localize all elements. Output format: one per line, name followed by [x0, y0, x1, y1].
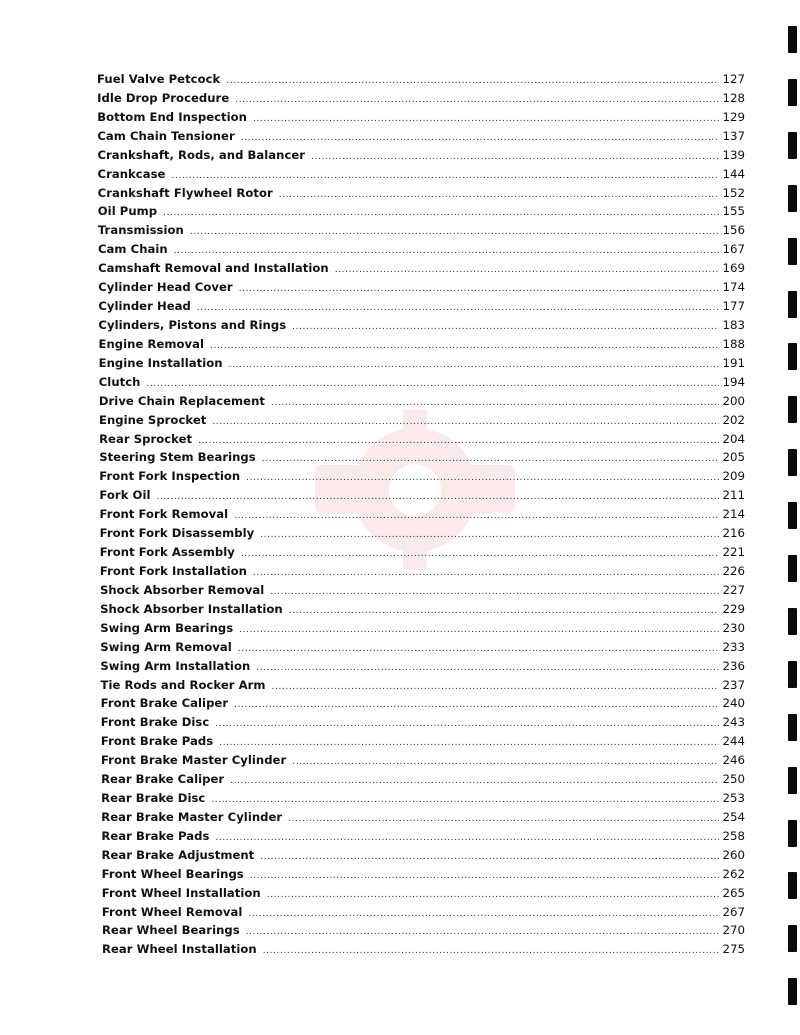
toc-entry-page-number: 167	[722, 242, 745, 257]
dot-leader	[234, 700, 719, 710]
toc-entry[interactable]	[97, 413, 745, 432]
toc-entry-page-number: 237	[722, 677, 745, 692]
toc-entry[interactable]	[97, 204, 745, 223]
toc-entry-title: Rear Wheel Bearings	[101, 923, 240, 938]
toc-entry-title: Drive Chain Replacement	[98, 393, 265, 408]
toc-entry[interactable]	[97, 734, 745, 753]
toc-entry-page-number: 260	[722, 847, 745, 862]
dot-leader	[253, 114, 719, 124]
toc-entry-title: Cylinders, Pistons and Rings	[98, 317, 287, 332]
toc-entry-title: Front Brake Pads	[100, 734, 214, 749]
toc-entry-title: Rear Brake Adjustment	[101, 847, 255, 862]
toc-entry-page-number: 246	[722, 753, 745, 768]
toc-entry-page-number: 174	[722, 280, 745, 295]
toc-entry-title: Transmission	[97, 223, 184, 238]
toc-entry-title: Crankcase	[97, 166, 166, 181]
toc-entry-title: Idle Drop Procedure	[97, 90, 230, 105]
dot-leader	[239, 284, 720, 294]
toc-entry-page-number: 240	[722, 696, 745, 711]
dot-leader	[279, 190, 720, 200]
dot-leader	[215, 719, 719, 729]
toc-entry-title: Rear Brake Master Cylinder	[101, 809, 283, 824]
toc-entry[interactable]	[97, 602, 745, 621]
toc-entry[interactable]	[97, 772, 745, 791]
edge-tab-marker	[788, 767, 797, 794]
toc-entry-page-number: 216	[722, 526, 745, 541]
toc-entry[interactable]	[97, 394, 745, 413]
toc-entry[interactable]	[97, 356, 745, 375]
toc-entry-page-number: 227	[722, 582, 745, 597]
edge-tab-marker	[788, 872, 797, 899]
toc-entry[interactable]	[97, 223, 745, 242]
dot-leader	[229, 360, 720, 370]
toc-entry[interactable]	[97, 545, 745, 564]
dot-leader	[272, 682, 720, 692]
dot-leader	[234, 511, 719, 521]
toc-entry-page-number: 202	[722, 412, 745, 427]
dot-leader	[241, 133, 720, 143]
toc-entry[interactable]	[97, 848, 745, 867]
toc-entry-page-number: 214	[722, 507, 745, 522]
toc-entry-title: Front Fork Installation	[99, 563, 247, 578]
toc-entry-title: Rear Sprocket	[99, 431, 193, 446]
edge-tab-marker	[788, 238, 797, 265]
toc-entry-page-number: 275	[722, 942, 745, 957]
toc-entry-title: Engine Removal	[98, 336, 205, 351]
toc-entry-page-number: 205	[722, 450, 745, 465]
toc-entry-title: Shock Absorber Removal	[99, 582, 265, 597]
dot-leader	[253, 568, 720, 578]
dot-leader	[262, 454, 720, 464]
toc-entry[interactable]	[97, 905, 745, 924]
edge-tab-marker	[788, 185, 797, 212]
dot-leader	[246, 927, 720, 937]
dot-leader	[197, 303, 720, 313]
toc-entry-page-number: 262	[722, 866, 745, 881]
toc-entry-title: Cylinder Head Cover	[98, 280, 233, 295]
toc-entry[interactable]	[97, 583, 745, 602]
dot-leader	[260, 530, 719, 540]
toc-entry-page-number: 233	[722, 639, 745, 654]
toc-entry[interactable]	[97, 640, 745, 659]
toc-entry[interactable]	[97, 867, 745, 886]
toc-entry-title: Front Fork Disassembly	[99, 526, 255, 541]
edge-tab-marker	[788, 714, 797, 741]
toc-entry[interactable]	[97, 261, 745, 280]
dot-leader	[210, 341, 719, 351]
toc-entry-page-number: 236	[722, 658, 745, 673]
toc-entry-page-number: 144	[722, 166, 745, 181]
edge-tab-marker	[788, 291, 797, 318]
toc-entry-page-number: 137	[722, 128, 745, 143]
edge-tab-marker	[788, 79, 797, 106]
toc-entry[interactable]	[97, 148, 745, 167]
toc-entry[interactable]	[97, 318, 745, 337]
dot-leader	[157, 492, 720, 502]
edge-tab-marker	[788, 608, 797, 635]
dot-leader	[256, 663, 719, 673]
toc-entry-page-number: 188	[722, 336, 745, 351]
toc-entry-title: Rear Brake Disc	[101, 791, 206, 806]
dot-leader	[335, 265, 720, 275]
edge-tab-marker	[788, 396, 797, 423]
edge-tab-marker	[788, 502, 797, 529]
toc-entry-page-number: 177	[722, 299, 745, 314]
toc-entry[interactable]	[97, 488, 745, 507]
dot-leader	[219, 738, 719, 748]
toc-entry[interactable]	[97, 432, 745, 451]
edge-tab-markers	[788, 0, 800, 1035]
toc-entry[interactable]	[97, 299, 745, 318]
toc-entry[interactable]	[97, 791, 745, 810]
toc-entry-page-number: 254	[722, 809, 745, 824]
dot-leader	[198, 436, 719, 446]
dot-leader	[263, 946, 720, 956]
toc-entry-title: Front Fork Assembly	[99, 545, 235, 560]
dot-leader	[238, 644, 720, 654]
toc-entry[interactable]	[97, 186, 745, 205]
toc-entry[interactable]	[97, 753, 745, 772]
toc-entry-title: Rear Brake Pads	[101, 828, 210, 843]
toc-entry-title: Crankshaft Flywheel Rotor	[97, 185, 273, 200]
toc-entry[interactable]	[97, 810, 745, 829]
toc-entry-title: Front Brake Master Cylinder	[100, 753, 287, 768]
toc-entry-page-number: 230	[722, 620, 745, 635]
toc-entry-title: Fuel Valve Petcock	[97, 72, 221, 86]
toc-entry-title: Engine Installation	[98, 355, 223, 370]
toc-entry[interactable]	[97, 91, 745, 110]
toc-entry-title: Fork Oil	[99, 488, 151, 503]
toc-entry-page-number: 250	[722, 772, 745, 787]
toc-entry-title: Front Fork Removal	[99, 507, 229, 522]
dot-leader	[171, 171, 719, 181]
toc-entry-page-number: 229	[722, 601, 745, 616]
toc-entry-title: Swing Arm Bearings	[100, 620, 234, 635]
toc-entry-page-number: 129	[722, 109, 745, 124]
toc-entry[interactable]	[97, 886, 745, 905]
toc-entry-page-number: 226	[722, 563, 745, 578]
edge-tab-marker	[788, 26, 797, 53]
toc-entry-title: Camshaft Removal and Installation	[98, 261, 329, 276]
dot-leader	[292, 757, 719, 767]
toc-entry-page-number: 211	[722, 488, 745, 503]
dot-leader	[190, 227, 720, 237]
toc-entry-page-number: 200	[722, 393, 745, 408]
dot-leader	[241, 549, 720, 559]
toc-entry-page-number: 209	[722, 469, 745, 484]
dot-leader	[289, 606, 720, 616]
toc-entry[interactable]	[97, 129, 745, 148]
toc-entry-page-number: 191	[722, 355, 745, 370]
edge-tab-marker	[788, 820, 797, 847]
toc-entry-page-number: 244	[722, 734, 745, 749]
toc-entry-page-number: 128	[722, 90, 745, 105]
toc-entry[interactable]	[97, 659, 745, 678]
toc-entry[interactable]	[97, 280, 745, 299]
dot-leader	[246, 473, 719, 483]
dot-leader	[146, 379, 719, 389]
toc-entry-page-number: 265	[722, 885, 745, 900]
toc-entry-page-number: 243	[722, 715, 745, 730]
dot-leader	[211, 795, 719, 805]
edge-tab-marker	[788, 343, 797, 370]
toc-entry-page-number: 204	[722, 431, 745, 446]
toc-entry-title: Oil Pump	[97, 204, 158, 219]
toc-entry-page-number: 139	[722, 147, 745, 162]
toc-entry[interactable]	[97, 337, 745, 356]
dot-leader	[270, 587, 719, 597]
toc-entry-title: Swing Arm Installation	[100, 658, 251, 673]
toc-entry-title: Clutch	[98, 374, 141, 389]
toc-entry-title: Cylinder Head	[98, 299, 191, 314]
toc-entry[interactable]	[97, 923, 745, 942]
toc-entry-title: Front Wheel Installation	[101, 885, 261, 900]
edge-tab-marker	[788, 978, 797, 1005]
edge-tab-marker	[788, 132, 797, 159]
toc-entry[interactable]	[97, 621, 745, 640]
toc-entry-title: Crankshaft, Rods, and Balancer	[97, 147, 306, 162]
table-of-contents	[97, 72, 745, 961]
toc-entry-page-number: 267	[722, 904, 745, 919]
dot-leader	[212, 417, 719, 427]
dot-leader	[288, 814, 719, 824]
dot-leader	[271, 398, 719, 408]
toc-entry-page-number: 155	[722, 204, 745, 219]
toc-entry[interactable]	[97, 242, 745, 261]
dot-leader	[239, 625, 719, 635]
toc-entry-title: Rear Brake Caliper	[101, 772, 225, 787]
toc-entry[interactable]	[97, 72, 745, 91]
toc-entry-page-number: 156	[722, 223, 745, 238]
toc-entry-title: Tie Rods and Rocker Arm	[100, 677, 266, 692]
toc-entry[interactable]	[97, 450, 745, 469]
toc-entry[interactable]	[97, 167, 745, 186]
edge-tab-marker	[788, 449, 797, 476]
dot-leader	[248, 909, 719, 919]
toc-entry-title: Front Brake Disc	[100, 715, 210, 730]
toc-entry-title: Bottom End Inspection	[97, 109, 247, 124]
toc-entry-page-number: 183	[722, 317, 745, 332]
toc-entry-page-number: 258	[722, 828, 745, 843]
toc-entry-title: Front Fork Inspection	[99, 469, 241, 484]
edge-tab-marker	[788, 555, 797, 582]
toc-entry-page-number: 270	[722, 923, 745, 938]
toc-entry-page-number: 253	[722, 791, 745, 806]
toc-entry[interactable]	[97, 507, 745, 526]
toc-entry-page-number: 152	[722, 185, 745, 200]
toc-entry-title: Rear Wheel Installation	[102, 942, 257, 957]
toc-entry-title: Front Brake Caliper	[100, 696, 229, 711]
toc-entry-title: Cam Chain Tensioner	[97, 128, 235, 143]
toc-entry-page-number: 194	[722, 374, 745, 389]
toc-entry[interactable]	[97, 564, 745, 583]
toc-entry-title: Front Wheel Bearings	[101, 866, 244, 881]
dot-leader	[267, 890, 720, 900]
toc-entry-title: Cam Chain	[97, 242, 168, 257]
toc-entry-title: Swing Arm Removal	[100, 639, 232, 654]
dot-leader	[260, 852, 719, 862]
toc-entry[interactable]	[97, 696, 745, 715]
edge-tab-marker	[788, 925, 797, 952]
toc-entry-page-number: 169	[722, 261, 745, 276]
toc-entry-title: Shock Absorber Installation	[100, 601, 283, 616]
toc-entry-title: Steering Stem Bearings	[99, 450, 256, 465]
toc-entry[interactable]	[97, 829, 745, 848]
dot-leader	[250, 871, 720, 881]
dot-leader	[163, 208, 719, 218]
dot-leader	[230, 776, 719, 786]
toc-entry-title: Engine Sprocket	[98, 412, 207, 427]
dot-leader	[311, 152, 719, 162]
toc-entry[interactable]	[97, 678, 745, 697]
toc-entry-page-number: 127	[722, 72, 745, 86]
toc-entry[interactable]	[97, 715, 745, 734]
edge-tab-marker	[788, 661, 797, 688]
toc-entry[interactable]	[97, 942, 745, 961]
toc-entry-title: Front Wheel Removal	[101, 904, 243, 919]
toc-entry[interactable]	[97, 469, 745, 488]
toc-entry-page-number: 221	[722, 545, 745, 560]
dot-leader	[235, 95, 719, 105]
toc-entry[interactable]	[97, 375, 745, 394]
dot-leader	[215, 833, 719, 843]
toc-entry[interactable]	[97, 110, 745, 129]
dot-leader	[292, 322, 719, 332]
dot-leader	[226, 76, 719, 86]
dot-leader	[174, 246, 720, 256]
toc-entry[interactable]	[97, 526, 745, 545]
